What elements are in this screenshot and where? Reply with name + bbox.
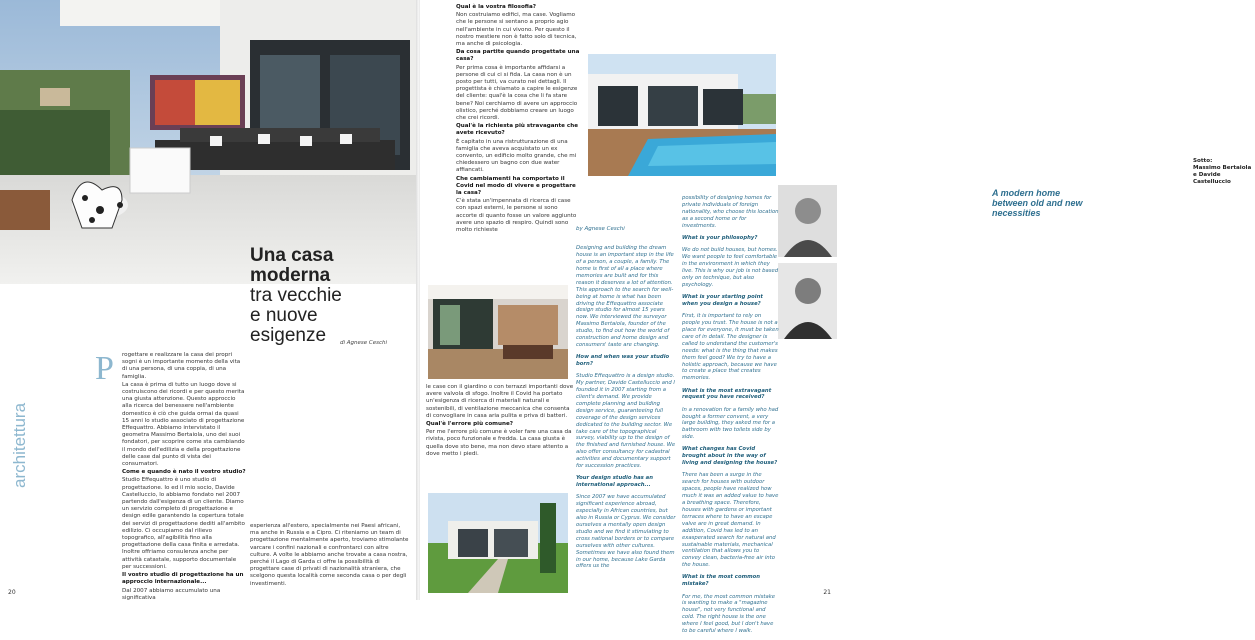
paragraph: Dal 2007 abbiamo accumulato una significativa bbox=[122, 587, 221, 601]
title-line-2: moderna bbox=[250, 265, 331, 286]
caption-names: Massimo Bertaiola e Davide Castelluccio bbox=[1193, 165, 1252, 185]
article-title-bold bbox=[250, 246, 333, 286]
interview-question: What is your philosophy? bbox=[682, 235, 758, 242]
paragraph: Studio Effequattro is a design studio. My partner, Davide Castelluccio and I founded it in 2007 starting from a client's demand. We provide complete planning and building design service, guaranteeing full coverage of the design services dedicated to the building sector. We take care of the topographical survey, viability up to the design of the finished and furnished house. We also offer consultancy for cadastral activities and documentary support for succession practices. bbox=[576, 373, 676, 470]
english-column-2 bbox=[682, 190, 779, 640]
title-line-3: tra vecchie bbox=[250, 285, 342, 306]
paragraph: Designing and building the dream house is an important step in the life of a person, a couple, a family. The home is first of all a place where memories are built and for this reason it deserves a lot of attention. This approach to the search for well-being at home is what has been driving the Effequattro associate design studio for almost 15 years now. We interviewed the surveyor Massimo Bertaiola, founder of the studio, to find out how the world of construction and home design and consumers' taste are changing. bbox=[576, 245, 674, 348]
paragraph: Per prima cosa è importante affidarsi a persone di cui ci si fida. La casa non è un posto per tutti, va curato nei dettagli. Il progettista è chiamato a capire le esigenze del cliente: qual'è la cosa che li fa stare bene? Noi cerchiamo di avere un approccio olistico, perché dobbiamo creare un luogo che crei ricordi. bbox=[456, 64, 578, 122]
title-line-4: e nuove bbox=[250, 305, 318, 326]
title-line-5: esigenze bbox=[250, 325, 327, 346]
living-room-photo bbox=[428, 285, 568, 379]
portrait-photo-1 bbox=[778, 185, 837, 257]
paragraph: There has been a surge in the search for houses with outdoor spaces, people have realized how much it was an added value to have a breathing space. Therefore, houses with gardens or important terraces where to have an escape valve are in great demand. In addition, Covid has led to an exasperated search for natural and sustainable materials, mechanical ventilation that allows you to convey clean, bacteria-free air into the house. bbox=[682, 472, 779, 569]
paragraph: We do not build houses, but homes. We want people to feel comfortable in the environment in which they live. This is why our job is not based only on technique, but also psychology. bbox=[682, 247, 779, 288]
section-label-vertical bbox=[8, 350, 30, 490]
paragraph: È capitato in una ristrutturazione di una famiglia che aveva acquistato un ex convento, un edificio molto grande, che mi chiedessero un bagno con due water affiancati. bbox=[456, 138, 577, 174]
pool-villa-photo bbox=[588, 54, 776, 176]
left-column-1 bbox=[122, 352, 247, 603]
article-title-light bbox=[250, 286, 342, 346]
title-line-1: Una casa bbox=[250, 245, 334, 266]
hero-photo-villa-terrace bbox=[0, 0, 417, 284]
interview-question: What is the most extravagant request you have received? bbox=[682, 387, 772, 401]
portrait-photo-2 bbox=[778, 263, 837, 339]
paragraph: Since 2007 we have accumulated significant experience abroad, especially in African countries, but also in Russia or Cyprus. We consider ourselves a mentally open design studio and we find it stimulating to cross national borders or to compare ourselves with other cultures. Sometimes we have also found them in our home, because Lake Garda offers us the bbox=[576, 494, 676, 570]
drop-cap: P bbox=[95, 350, 114, 387]
english-title: A modern home between old and new necessities bbox=[992, 188, 1083, 218]
portrait-caption bbox=[1193, 158, 1255, 186]
interview-question: Qual'è la richiesta più stravagante che avete ricevuto? bbox=[456, 123, 579, 137]
interview-question: Your design studio has an international approach... bbox=[576, 475, 654, 489]
paragraph: First, it is important to rely on people you trust. The house is not a place for everyone, it must be taken care of in detail. The designer is called to understand the customer's needs: what is the thing that makes them feel good? We try to have a holistic approach, because we have to create a place that creates memories. bbox=[682, 313, 779, 382]
interview-question: Da cosa partite quando progettate una casa? bbox=[456, 49, 580, 63]
interview-question: Che cambiamenti ha comportato il Covid nel modo di vivere e progettare la casa? bbox=[456, 175, 576, 197]
page-number-left: 20 bbox=[8, 589, 16, 596]
paragraph: La casa è prima di tutto un luogo dove si costruiscono dei ricordi e per questo merita una giusta attenzione. Questo approccio alla ricerca del benessere nell'ambiente domestico è ciò che guida ormai da quasi 15 anni lo studio associato di progettazione Effequattro. Abbiamo intervistato il geometra Massimo Bertaiola, uno dei suoi fondatori, per scoprire come sta cambiando il mondo dell'edilizia e della progettazione delle case dal punto di vista dei consumatori. bbox=[122, 381, 245, 468]
paragraph: possibility of designing homes for private individuals of foreign nationality, who choose this location as a second home or for investments. bbox=[682, 195, 779, 229]
left-column-2 bbox=[250, 523, 410, 589]
interview-question: Qual'è l'errore più comune? bbox=[426, 421, 514, 428]
english-byline: by Agnese Ceschi bbox=[576, 226, 625, 232]
interview-question: What changes has Covid brought about in the way of living and designing the house? bbox=[682, 446, 778, 467]
interview-question: Come e quando è nato il vostro studio? bbox=[122, 469, 246, 476]
interview-question: Qual è la vostra filosofia? bbox=[456, 4, 536, 10]
interview-question: Il vostro studio di progettazione ha un approccio internazionale... bbox=[122, 572, 244, 586]
page-number-right: 21 bbox=[823, 589, 831, 596]
paragraph: Studio Effequattro è uno studio di progettazione. Io ed il mio socio, Davide Castelluccio, lo abbiamo fondato nel 2007 partendo dall'esigenza di un cliente. Diamo un servizio completo di progettazione e design edile garantendo la copertura totale dei servizi di progettazione dediti all'ambito edilizio. Ci occupiamo dal rilievo topografico, all'agibilità fino alla progettazione della casa finita e arredata. Inoltre offriamo consulenza anche per attività catastale, supporto documentale per successioni. bbox=[122, 477, 245, 570]
paragraph: In a renovation for a family who had bought a former convent, a very large building, they asked me for a bathroom with two toilets side by side. bbox=[682, 406, 779, 441]
paragraph: Non costruiamo edifici, ma case. Vogliamo che le persone si sentano a proprio agio nell'ambiente in cui vivono. Per questo il nostro mestiere non è fatto solo di tecnica, ma anche di psicologia. bbox=[456, 12, 577, 48]
article-byline: di Agnese Ceschi bbox=[340, 340, 388, 346]
left-page bbox=[0, 0, 417, 600]
interview-question: How and when was your studio born? bbox=[576, 354, 670, 368]
english-column-1 bbox=[576, 240, 676, 576]
paragraph: esperienza all'estero, specialmente nei Paesi africani, ma anche in Russia e a Cipro. Ci riteniamo un team di progettazione mentalmente aperto, troviamo stimolante varcare i confini nazionali e confrontarci con altre culture. A volte le abbiamo anche trovate a casa nostra, perché il Lago di Garda ci offre la possibilità di progettare case di privati di nazionalità straniera, che scelgono questa località come seconda casa o per degli investimenti. bbox=[250, 523, 409, 587]
right-italian-column-top bbox=[456, 4, 580, 235]
interview-question: What is the most common mistake? bbox=[682, 574, 761, 588]
garden-house-photo bbox=[428, 493, 568, 593]
paragraph: Per me l'errore più comune è voler fare una casa da rivista, poco funzionale e fredda. La casa giusta è quella dove sto bene, ma non devo stare attento a dove metto i piedi. bbox=[426, 429, 572, 457]
paragraph: For me, the most common mistake is wanting to make a "magazine house", not very functional and cold. The right house is the one where I feel good, but I don't have to be careful where I walk. bbox=[682, 593, 776, 635]
interview-question: What is your starting point when you design a house? bbox=[682, 294, 763, 307]
caption-label: Sotto: bbox=[1193, 158, 1213, 164]
paragraph: rogettare e realizzare la casa dei propri sogni è un importante momento della vita di una persona, di una coppia, di una famiglia. bbox=[122, 352, 241, 380]
right-italian-column-mid bbox=[426, 384, 576, 459]
paragraph: C'è stata un'impennata di ricerca di case con spazi esterni, le persone si sono accorte di quanto fosse un valore aggiunto avere uno spazio di respiro. Quindi sono molto richieste bbox=[456, 198, 577, 234]
section-label-text: architettura bbox=[10, 402, 29, 488]
right-page bbox=[420, 0, 1252, 635]
paragraph: le case con il giardino o con terrazzi importanti dove avere valvola di sfogo. Inoltre il Covid ha portato un'esigenza di ricerca di materiali naturali e sostenibili, di ventilazione meccanica che consenta di convogliare in casa aria pulita e priva di batteri. bbox=[426, 384, 574, 419]
